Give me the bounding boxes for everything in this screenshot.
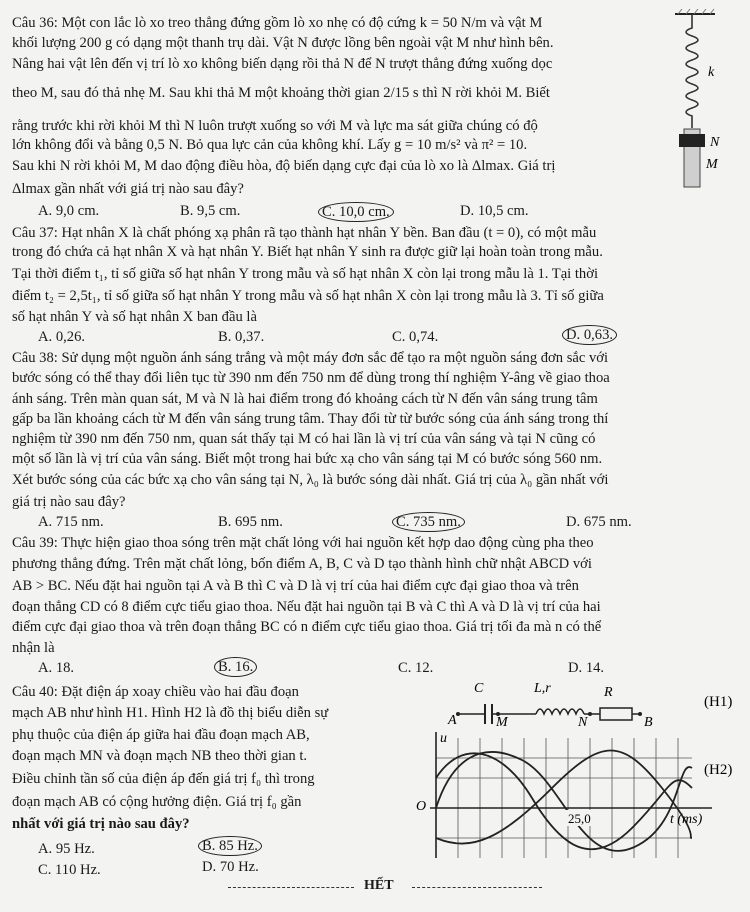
node-a: A (448, 713, 457, 728)
q39-option-d: D. 14. (568, 660, 605, 676)
q39-line-4: đoạn thẳng CD có 8 điểm cực tiểu giao thoa. Nếu đặt hai nguồn tại B và C thì A và D là vị trí của hai (12, 599, 601, 615)
q39-line-2: phương thẳng đứng. Trên mặt chất lỏng, bốn điểm A, B, C và D tạo thành hình chữ nhật ABCD với (12, 556, 592, 572)
q38-line-5: nghiệm từ 390 nm đến 750 nm, quan sát thấy tại M có hai lần là vị trí của vân sáng và tại N cũng có (12, 431, 596, 447)
answer-circle: D. 0,63. (562, 325, 617, 345)
q38-option-d: D. 675 nm. (566, 514, 632, 530)
q39-line-5: điểm cực đại giao thoa và trên đoạn thẳng BC có n điểm cực tiểu giao thoa. Giá trị tối đa mà n có thể (12, 619, 602, 635)
spring-label-k: k (708, 65, 715, 80)
origin-label: O (416, 799, 427, 814)
answer-circle: C. 10,0 cm. (318, 202, 394, 222)
q40-line-1: Câu 40: Đặt điện áp xoay chiều vào hai đầu đoạn (12, 684, 299, 700)
q39-line-1: Câu 39: Thực hiện giao thoa sóng trên mặt chất lỏng với hai nguồn kết hợp dao động cùng pha theo (12, 535, 594, 551)
q40-line-7: nhất với giá trị nào sau đây? (12, 816, 190, 832)
circuit-diagram-h1 (440, 676, 740, 730)
q37-line-1: Câu 37: Hạt nhân X là chất phóng xạ phân rã tạo thành hạt nhân Y bền. Ban đầu (t = 0), có một mẫu (12, 225, 597, 241)
q40-option-b (202, 836, 262, 856)
answer-circle: B. 16. (214, 657, 257, 677)
answer-circle: C. 735 nm. (392, 512, 465, 532)
q40-option-d: D. 70 Hz. (202, 859, 259, 875)
q36-line-6: lớn không đổi và bằng 0,5 N. Bỏ qua lực cản của không khí. Lấy g = 10 m/s² và π² = 10. (12, 137, 528, 153)
q39-option-b (218, 657, 257, 677)
q38-line-7: Xét bước sóng của các bức xạ cho vân sáng tại N, λ₀ là bước sóng dài nhất. Giá trị của λ₀ gần nhất với (12, 472, 609, 488)
q38-line-1: Câu 38: Sử dụng một nguồn ánh sáng trắng và một máy đơn sắc để tạo ra một nguồn sáng đơn sắc với (12, 350, 609, 366)
q37-line-4: điểm t₂ = 2,5t₁, tỉ số giữa số hạt nhân Y trong mẫu và số hạt nhân X còn lại trong mẫu là 3. Tỉ số giữa (12, 288, 604, 304)
q36-line-5: rằng trước khi rời khỏi M thì N luôn trượt xuống so với M và lực ma sát giữa chúng có độ (12, 118, 538, 134)
answer-circle: B. 85 Hz. (198, 836, 262, 856)
q38-line-4: gấp ba lần khoảng cách từ M đến vân sáng trung tâm. Thay đổi từ từ bước sóng của ánh sáng trong thí (12, 411, 609, 427)
end-marker: HẾT (364, 878, 394, 893)
node-n: N (578, 715, 588, 730)
q39-option-a: A. 18. (38, 660, 75, 676)
spring-figure (670, 8, 740, 188)
inductor-label: L,r (534, 681, 551, 696)
figure-label-h1: (H1) (704, 694, 733, 710)
q39-line-3: AB > BC. Nếu đặt hai nguồn tại A và B thì C và D là vị trí của hai điểm cực đại giao thoa và trên (12, 578, 579, 594)
q38-option-a: A. 715 nm. (38, 514, 104, 530)
q38-line-3: ánh sáng. Trên màn quan sát, M và N là hai điểm trong đó khoảng cách từ N đến vân sáng trung tâm (12, 391, 598, 407)
q37-option-a: A. 0,26. (38, 329, 86, 345)
q38-line-6: một số lần là vị trí của vân sáng. Biết một trong hai bức xạ cho vân sáng tại M có bước sóng 560 nm. (12, 451, 603, 467)
q40-option-c: C. 110 Hz. (38, 862, 101, 878)
q36-line-4: theo M, sau đó thả nhẹ M. Sau khi thả M một khoảng thời gian 2/15 s thì N rời khỏi M. Biết (12, 85, 550, 101)
q37-line-2: trong đó chứa cả hạt nhân X và hạt nhân Y. Biết hạt nhân Y sinh ra được giữ lại hoàn toàn trong mẫu. (12, 244, 603, 260)
resistor-label: R (604, 685, 613, 700)
voltage-graph-h2 (412, 728, 742, 868)
q36-line-2: khối lượng 200 g có dạng một thanh trụ dài. Vật N được lồng bên ngoài vật M như hình bên. (12, 35, 554, 51)
q36-option-c (322, 202, 394, 222)
q36-line-3: Nâng hai vật lên đến vị trí lò xo không biến dạng rồi thả N để N trượt thẳng đứng xuống dọc (12, 56, 553, 72)
label-n: N (710, 135, 720, 150)
q38-line-2: bước sóng có thể thay đổi liên tục từ 390 nm đến 750 nm để dùng trong thí nghiệm Y-âng về giao thoa (12, 370, 610, 386)
q38-option-b: B. 695 nm. (218, 514, 283, 530)
tick-label: 25,0 (568, 811, 591, 826)
figure-label-h2: (H2) (704, 762, 733, 778)
capacitor-label: C (474, 681, 484, 696)
q36-line-1: Câu 36: Một con lắc lò xo treo thẳng đứng gồm lò xo nhẹ có độ cứng k = 50 N/m và vật M (12, 15, 543, 31)
q40-line-6: đoạn mạch AB có cộng hưởng điện. Giá trị f₀ gần (12, 794, 302, 810)
q36-option-b: B. 9,5 cm. (180, 203, 241, 219)
label-m: M (706, 157, 718, 172)
axis-label-t: t (ms) (670, 812, 703, 827)
q37-option-c: C. 0,74. (392, 329, 439, 345)
q36-line-8: Δlmax gần nhất với giá trị nào sau đây? (12, 181, 244, 197)
q40-line-3: phụ thuộc của điện áp giữa hai đầu đoạn mạch AB, (12, 727, 310, 743)
q37-option-b: B. 0,37. (218, 329, 265, 345)
footer-line-right (412, 887, 542, 888)
footer-line-left (228, 887, 354, 888)
q36-option-a: A. 9,0 cm. (38, 203, 100, 219)
q37-line-5: số hạt nhân Y và số hạt nhân X ban đầu là (12, 309, 257, 325)
q40-line-2: mạch AB như hình H1. Hình H2 là đồ thị biểu diễn sự (12, 705, 329, 721)
q40-option-a: A. 95 Hz. (38, 841, 95, 857)
node-b: B (644, 715, 653, 730)
q36-line-7: Sau khi N rời khỏi M, M dao động điều hòa, độ biến dạng cực đại của lò xo là Δlmax. Giá trị (12, 158, 556, 174)
q40-line-4: đoạn mạch MN và đoạn mạch NB theo thời gian t. (12, 748, 308, 764)
q38-option-c (396, 512, 465, 532)
q39-option-c: C. 12. (398, 660, 434, 676)
axis-label-u: u (440, 731, 447, 746)
q38-line-8: giá trị nào sau đây? (12, 494, 126, 510)
q37-line-3: Tại thời điểm t₁, tỉ số giữa số hạt nhân Y trong mẫu và số hạt nhân X còn lại trong mẫu là 1. Tại thời (12, 266, 598, 282)
node-m: M (496, 715, 508, 730)
q37-option-d (566, 325, 617, 345)
q40-line-5: Điều chỉnh tần số của điện áp đến giá trị f₀ thì trong (12, 771, 315, 787)
footer (228, 878, 548, 896)
q36-option-d: D. 10,5 cm. (460, 203, 529, 219)
q39-line-6: nhận là (12, 640, 55, 656)
